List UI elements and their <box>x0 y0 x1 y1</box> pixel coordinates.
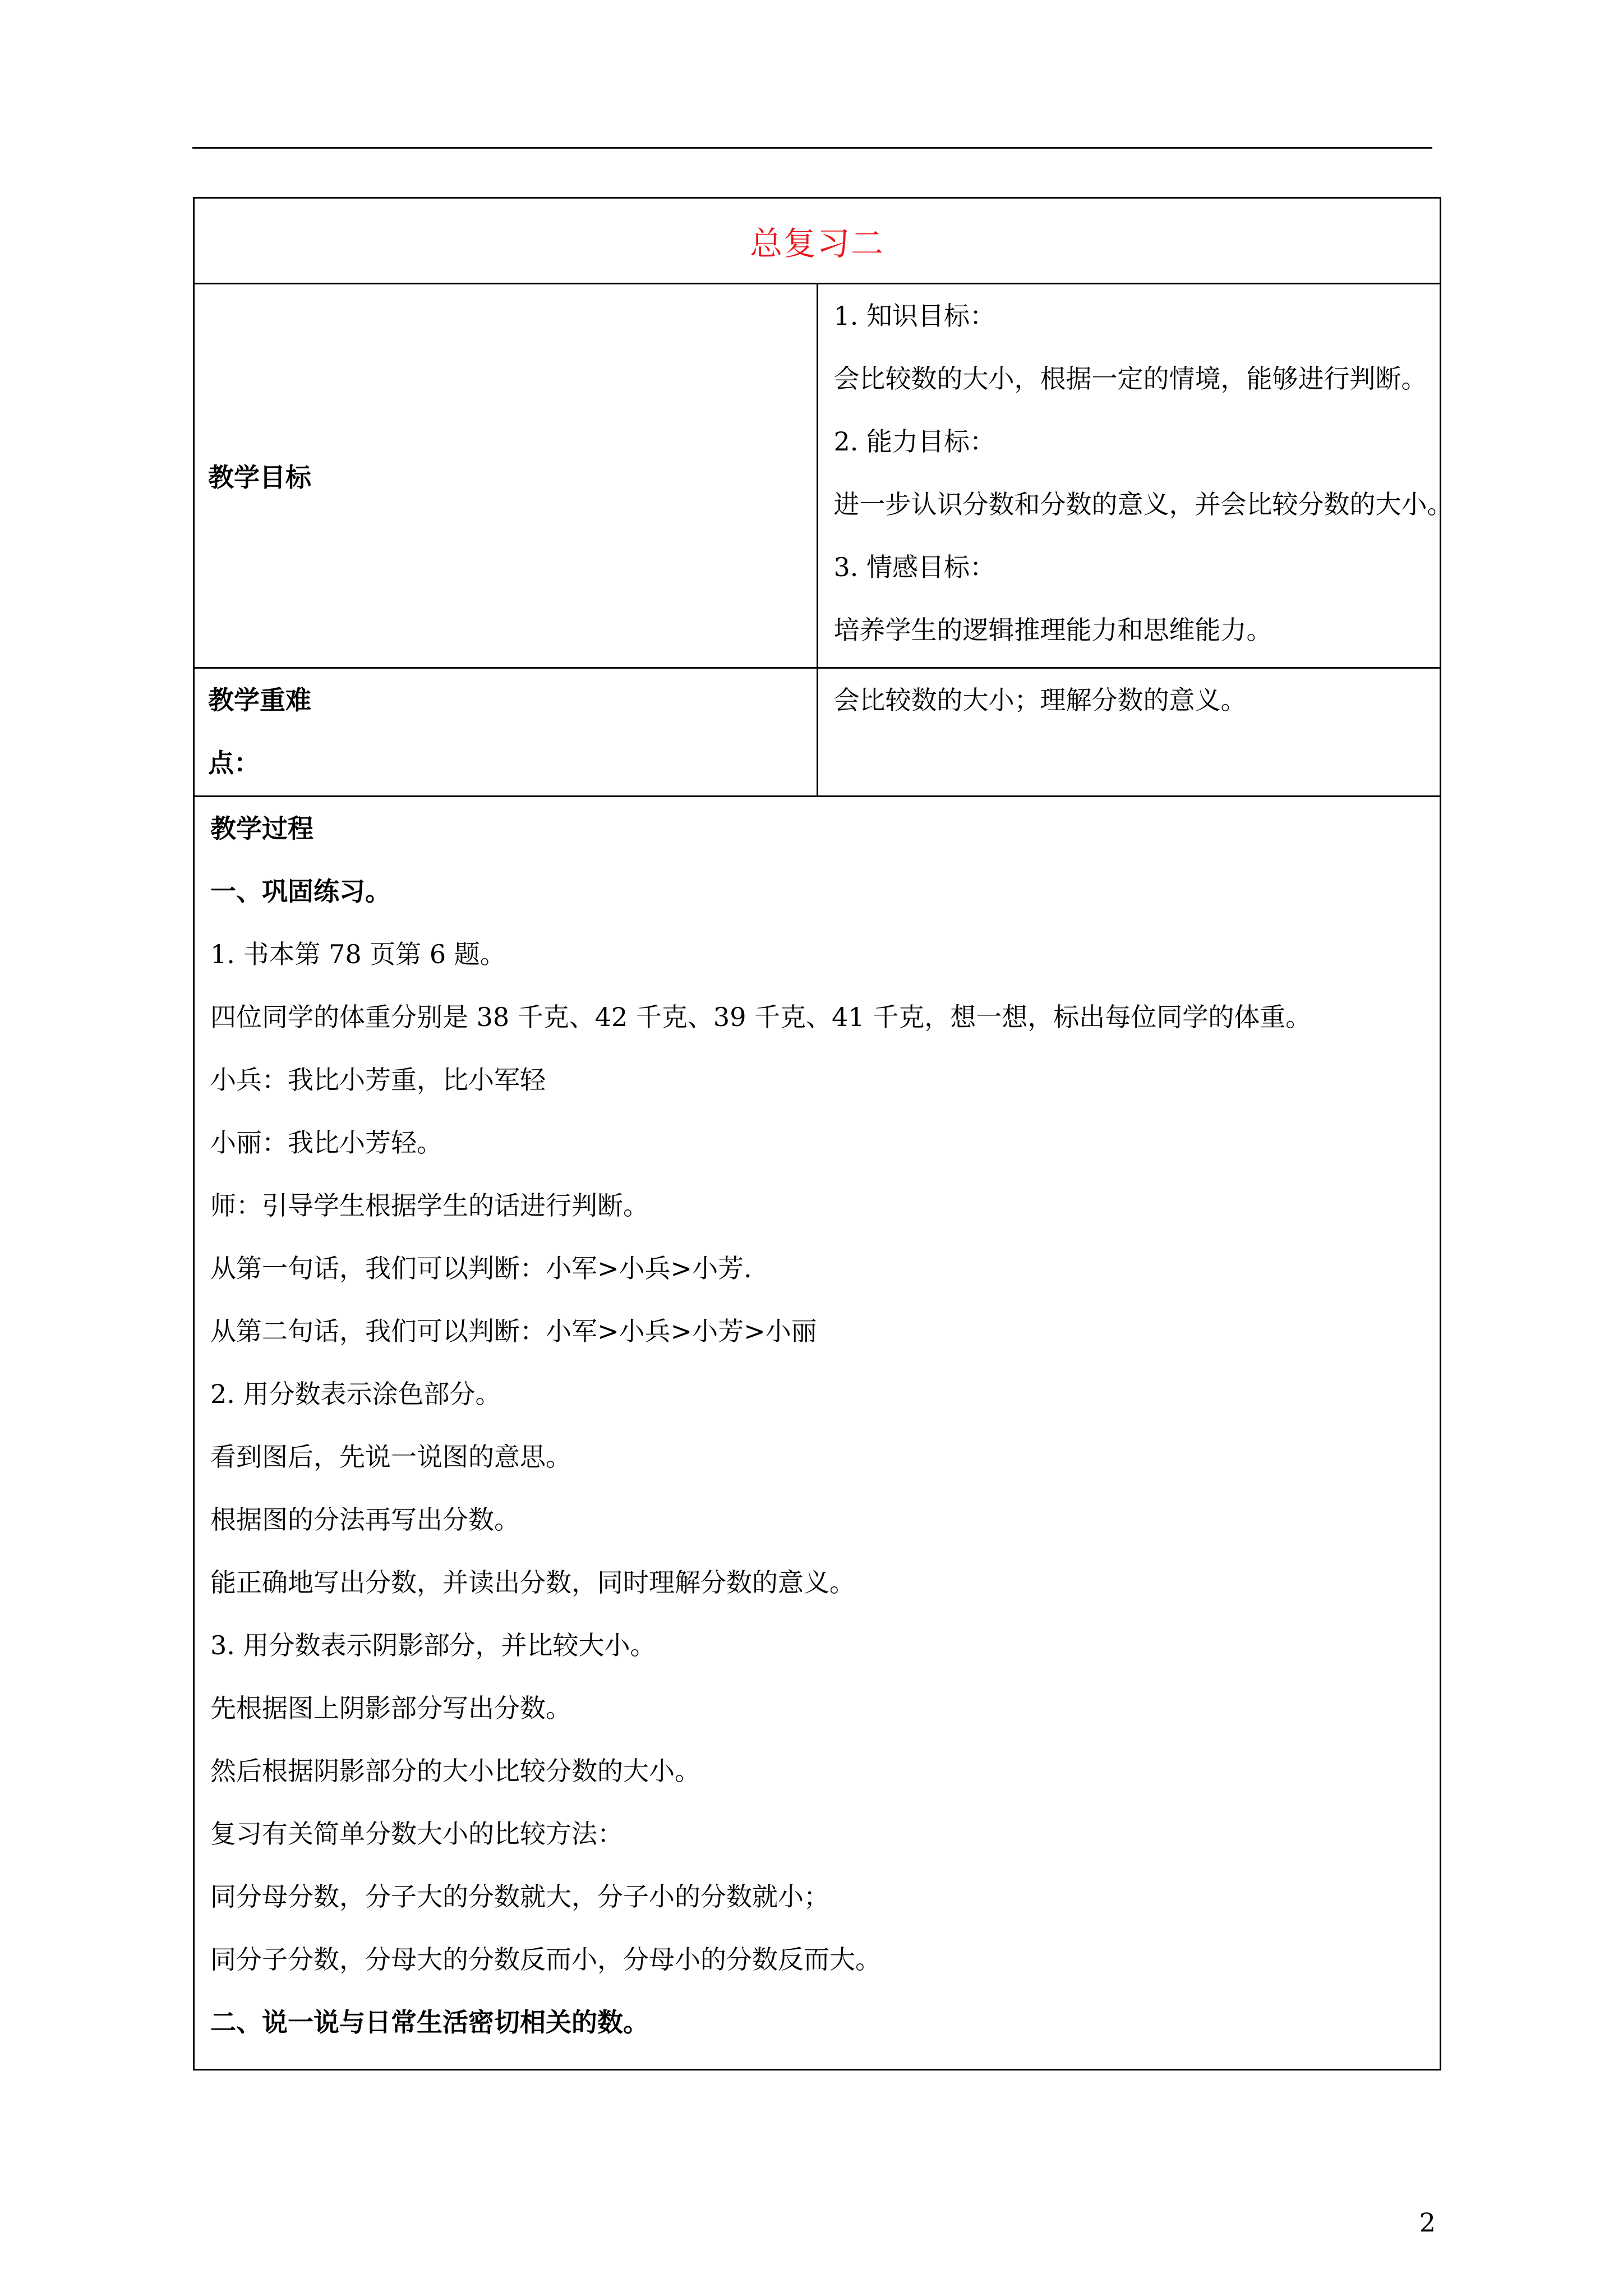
goal-line: 会比较数的大小，根据一定的情境，能够进行判断。 <box>833 364 1427 394</box>
section1-heading: 一、巩固练习。 <box>210 876 391 907</box>
goal-line: 3. 情感目标： <box>833 552 996 582</box>
process-heading: 教学过程 <box>210 813 313 844</box>
goal-line: 进一步认识分数和分数的意义，并会比较分数的大小。 <box>833 489 1453 519</box>
lesson-plan-table <box>193 197 1453 2070</box>
process-line: 复习有关简单分数大小的比较方法： <box>210 1819 623 1849</box>
process-line: 从第一句话，我们可以判断：小军>小兵>小芳. <box>210 1253 752 1283</box>
process-line: 先根据图上阴影部分写出分数。 <box>210 1693 571 1723</box>
process-line: 1. 书本第 78 页第 6 题。 <box>210 939 506 969</box>
process-line: 小丽：我比小芳轻。 <box>210 1128 442 1158</box>
difficulties-row <box>194 668 1441 797</box>
process-line: 能正确地写出分数，并读出分数，同时理解分数的意义。 <box>210 1567 855 1598</box>
title-cell <box>194 198 1441 284</box>
title-row <box>194 198 1441 284</box>
header-rule <box>192 147 1432 149</box>
difficulties-label-line1: 教学重难 <box>208 685 311 715</box>
process-row <box>194 797 1441 2070</box>
goals-label-cell <box>194 284 818 668</box>
page-title: 总复习二 <box>749 224 884 263</box>
process-line: 2. 用分数表示涂色部分。 <box>210 1379 501 1409</box>
goal-line: 培养学生的逻辑推理能力和思维能力。 <box>833 615 1272 645</box>
difficulties-label-cell <box>194 668 818 797</box>
process-line: 看到图后，先说一说图的意思。 <box>210 1442 571 1472</box>
process-line: 师：引导学生根据学生的话进行判断。 <box>210 1190 649 1221</box>
goal-line: 2. 能力目标： <box>833 426 996 457</box>
process-line: 同分子分数，分母大的分数反而小，分母小的分数反而大。 <box>210 1944 881 1975</box>
difficulties-label-line2: 点： <box>208 748 260 778</box>
section2-heading: 二、说一说与日常生活密切相关的数。 <box>210 2007 649 2037</box>
goal-line: 1. 知识目标： <box>833 301 996 331</box>
process-line: 根据图的分法再写出分数。 <box>210 1504 520 1535</box>
process-line: 四位同学的体重分别是 38 千克、42 千克、39 千克、41 千克，想一想，标出每位同学的体重。 <box>210 1002 1312 1032</box>
process-line: 从第二句话，我们可以判断：小军>小兵>小芳>小丽 <box>210 1316 817 1346</box>
goals-label: 教学目标 <box>208 462 311 493</box>
goals-row <box>194 284 1441 668</box>
process-line: 3. 用分数表示阴影部分，并比较大小。 <box>210 1630 656 1660</box>
process-line: 然后根据阴影部分的大小比较分数的大小。 <box>210 1756 700 1786</box>
process-cell <box>194 797 1441 2070</box>
process-line: 同分母分数，分子大的分数就大，分子小的分数就小； <box>210 1881 829 1912</box>
process-line: 小兵：我比小芳重，比小军轻 <box>210 1065 546 1095</box>
page-number: 2 <box>1419 2207 1436 2238</box>
goals-content-cell <box>817 284 1453 668</box>
difficulties-content: 会比较数的大小；理解分数的意义。 <box>833 685 1247 715</box>
difficulties-content-cell <box>817 668 1441 797</box>
